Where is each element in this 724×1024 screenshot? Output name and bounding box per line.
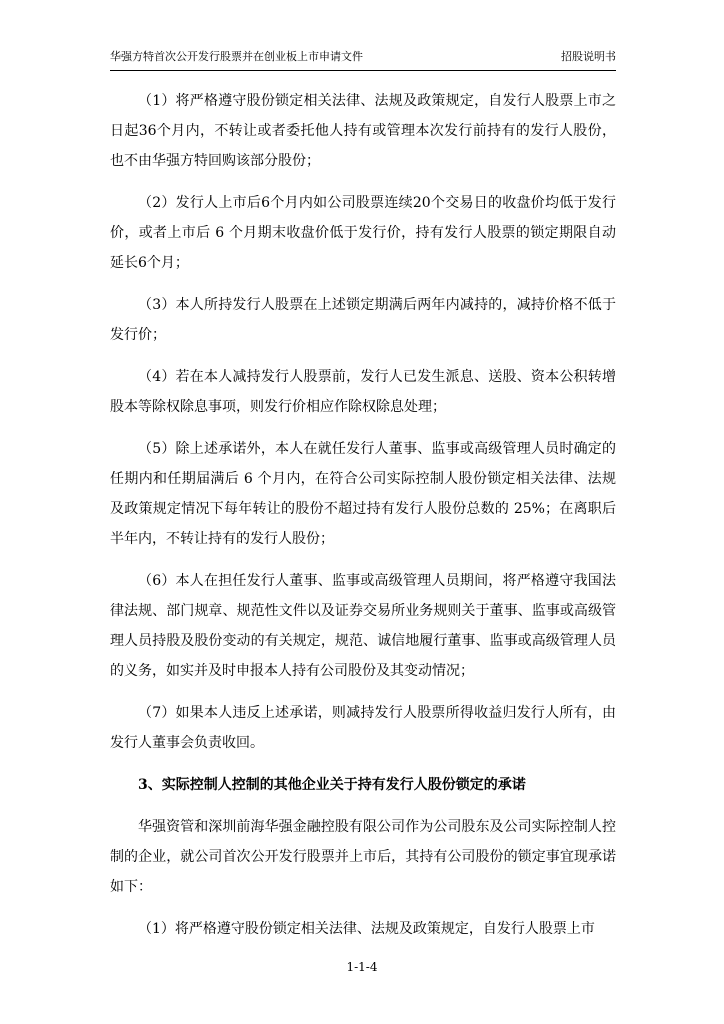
document-body — [110, 86, 616, 956]
commitment-paragraph-3: （3）本人所持发行人股票在上述锁定期满后两年内减持的，减持价格不低于发行价； — [110, 297, 616, 343]
page-header — [110, 46, 616, 71]
section-intro-paragraph: 华强资管和深圳前海华强金融控股有限公司作为公司股东及公司实际控制人控制的企业，就公司首次公开发行股票并上市后，其持有公司股份的锁定事宜现承诺如下： — [110, 819, 616, 895]
commitment-paragraph-4: （4）若在本人减持发行人股票前，发行人已发生派息、送股、资本公积转增股本等除权除息事项，则发行价相应作除权除息处理； — [110, 369, 616, 415]
commitment-paragraph-5: （5）除上述承诺外，本人在就任发行人董事、监事或高级管理人员时确定的任期内和任期届满后 6 个月内，在符合公司实际控制人股份锁定相关法律、法规及政策规定情况下每年转让的股份不超过持有发行人股份总数的 25%；在离职后半年内，不转让持有的发行人股份； — [110, 441, 616, 547]
page-number: 1-1-4 — [346, 960, 378, 974]
commitment-paragraph-1: （1）将严格遵守股份锁定相关法律、法规及政策规定，自发行人股票上市之日起36个月内，不转让或者委托他人持有或管理本次发行前持有的发行人股份，也不由华强方特回购该部分股份； — [110, 93, 616, 169]
section-commitment-paragraph-1: （1）将严格遵守股份锁定相关法律、法规及政策规定，自发行人股票上市 — [138, 921, 595, 937]
section-heading: 3、实际控制人控制的其他企业关于持有发行人股份锁定的承诺 — [138, 777, 526, 793]
document-title: 华强方特首次公开发行股票并在创业板上市申请文件 — [110, 50, 363, 63]
commitment-paragraph-7: （7）如果本人违反上述承诺，则减持发行人股票所得收益归发行人所有，由发行人董事会负责收回。 — [110, 705, 616, 751]
commitment-paragraph-6: （6）本人在担任发行人董事、监事或高级管理人员期间，将严格遵守我国法律法规、部门规章、规范性文件以及证券交易所业务规则关于董事、监事或高级管理人员持股及股份变动的有关规定，规范、诚信地履行董事、监事或高级管理人员的义务，如实并及时申报本人持有公司股份及其变动情况； — [110, 573, 616, 679]
document-type: 招股说明书 — [561, 50, 616, 63]
commitment-paragraph-2: （2）发行人上市后6个月内如公司股票连续20个交易日的收盘价均低于发行价，或者上市后 6 个月期末收盘价低于发行价，持有发行人股票的锁定期限自动延长6个月； — [110, 195, 616, 271]
